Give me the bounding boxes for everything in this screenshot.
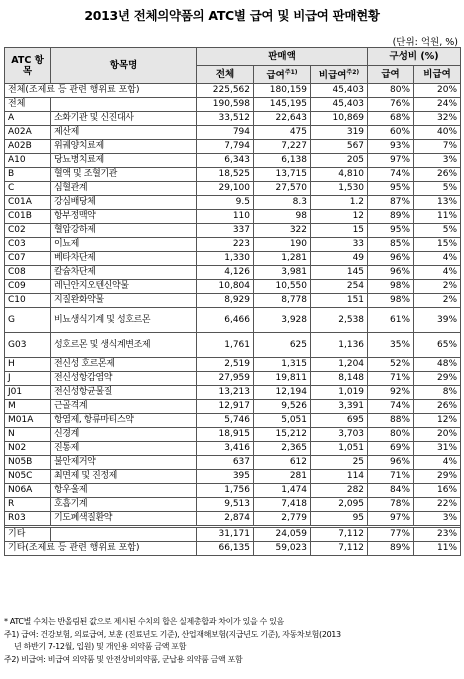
nonbenefit-share: 23%: [414, 528, 461, 542]
total-sales: 395: [197, 470, 254, 484]
total-sales: 2,874: [197, 512, 254, 526]
table-row: [5, 294, 461, 308]
nonbenefit-share: 12%: [414, 414, 461, 428]
item-name: 혈액 및 조혈기관: [51, 168, 197, 182]
total-sales: 637: [197, 456, 254, 470]
benefit-sales: 98: [254, 210, 311, 224]
nonbenefit-sales: 145: [311, 266, 368, 280]
benefit-sales: 19,811: [254, 372, 311, 386]
nonbenefit-share: 24%: [414, 98, 461, 112]
benefit-sales: 12,194: [254, 386, 311, 400]
total-sales: 794: [197, 126, 254, 140]
benefit-share: 69%: [368, 442, 414, 456]
atc-code: A10: [5, 154, 51, 168]
total-sales: 1,761: [197, 333, 254, 358]
atc-code: J01: [5, 386, 51, 400]
benefit-share: 60%: [368, 126, 414, 140]
item-name: 당뇨병치료제: [51, 154, 197, 168]
benefit-share: 87%: [368, 196, 414, 210]
benefit-sales: 3,928: [254, 308, 311, 333]
nonbenefit-share: 4%: [414, 456, 461, 470]
benefit-share: 71%: [368, 470, 414, 484]
benefit-sales: 475: [254, 126, 311, 140]
nonbenefit-share: 5%: [414, 182, 461, 196]
benefit-sales: 7,418: [254, 498, 311, 512]
item-name: 호흡기계: [51, 498, 197, 512]
benefit-sales: 13,715: [254, 168, 311, 182]
benefit-sales: 2,779: [254, 512, 311, 526]
benefit-share: 80%: [368, 428, 414, 442]
nonbenefit-sales: 114: [311, 470, 368, 484]
table-row: [5, 512, 461, 526]
nonbenefit-share: 2%: [414, 280, 461, 294]
nonbenefit-share: 13%: [414, 196, 461, 210]
nonbenefit-sales: 2,095: [311, 498, 368, 512]
total-sales: 223: [197, 238, 254, 252]
total-sales: 66,135: [197, 542, 254, 556]
table-row: [5, 414, 461, 428]
item-name: 진통제: [51, 442, 197, 456]
table-row: [5, 224, 461, 238]
table-row: [5, 280, 461, 294]
nonbenefit-sales: 45,403: [311, 98, 368, 112]
table-row: [5, 112, 461, 126]
atc-code: M01A: [5, 414, 51, 428]
total-sales: 12,917: [197, 400, 254, 414]
item-name: 베타차단제: [51, 252, 197, 266]
nonbenefit-share: 3%: [414, 154, 461, 168]
header-name: 항목명: [51, 48, 197, 84]
benefit-sales: 612: [254, 456, 311, 470]
table-row: [5, 252, 461, 266]
item-name: 칼슘차단제: [51, 266, 197, 280]
benefit-share: 97%: [368, 154, 414, 168]
table-row: [5, 470, 461, 484]
unit-label: (단위: 억원, %): [392, 37, 458, 48]
footnote-2: 주2) 비급여: 비급여 의약품 및 안전상비의약품, 군납용 의약품 금액 포함: [4, 654, 243, 664]
total-sales: 5,746: [197, 414, 254, 428]
item-name: 신경계: [51, 428, 197, 442]
nonbenefit-sales: 49: [311, 252, 368, 266]
atc-code: C09: [5, 280, 51, 294]
table-row: [5, 140, 461, 154]
table-row: [5, 308, 461, 333]
nonbenefit-sales: 95: [311, 512, 368, 526]
table-row: [5, 528, 461, 542]
atc-code: M: [5, 400, 51, 414]
atc-code: G03: [5, 333, 51, 358]
atc-code: C10: [5, 294, 51, 308]
atc-code: N: [5, 428, 51, 442]
header-nonbenefit: 비급여$^{주2)}$: [311, 66, 368, 84]
item-name: [51, 98, 197, 112]
total-sales: 1,756: [197, 484, 254, 498]
atc-code: C01A: [5, 196, 51, 210]
atc-code: H: [5, 358, 51, 372]
benefit-share: 89%: [368, 542, 414, 556]
table-row: [5, 484, 461, 498]
atc-code: C07: [5, 252, 51, 266]
atc-code: B: [5, 168, 51, 182]
benefit-sales: 7,227: [254, 140, 311, 154]
nonbenefit-sales: 1,204: [311, 358, 368, 372]
benefit-share: 78%: [368, 498, 414, 512]
atc-code: A: [5, 112, 51, 126]
benefit-share: 80%: [368, 84, 414, 98]
header-share-benefit: 급여: [368, 66, 414, 84]
benefit-share: 77%: [368, 528, 414, 542]
total-sales: 13,213: [197, 386, 254, 400]
atc-code: G: [5, 308, 51, 333]
benefit-share: 95%: [368, 182, 414, 196]
nonbenefit-share: 11%: [414, 542, 461, 556]
table-row: [5, 498, 461, 512]
nonbenefit-share: 40%: [414, 126, 461, 140]
total-sales: 6,466: [197, 308, 254, 333]
nonbenefit-sales: 151: [311, 294, 368, 308]
total-sales: 225,562: [197, 84, 254, 98]
table-row: [5, 400, 461, 414]
table-row: [5, 84, 461, 98]
total-sales: 27,959: [197, 372, 254, 386]
item-name: 불안제거약: [51, 456, 197, 470]
total-sales: 3,416: [197, 442, 254, 456]
nonbenefit-sales: 1,530: [311, 182, 368, 196]
nonbenefit-sales: 1,136: [311, 333, 368, 358]
benefit-sales: 8.3: [254, 196, 311, 210]
nonbenefit-sales: 7,112: [311, 542, 368, 556]
item-name: 기도폐색질환약: [51, 512, 197, 526]
total-sales: 18,915: [197, 428, 254, 442]
benefit-share: 89%: [368, 210, 414, 224]
nonbenefit-share: 26%: [414, 400, 461, 414]
item-name: 혈압강하제: [51, 224, 197, 238]
benefit-sales: 3,981: [254, 266, 311, 280]
nonbenefit-share: 4%: [414, 252, 461, 266]
total-sales: 29,100: [197, 182, 254, 196]
benefit-sales: 6,138: [254, 154, 311, 168]
table-row: [5, 442, 461, 456]
atc-code: C08: [5, 266, 51, 280]
benefit-sales: 190: [254, 238, 311, 252]
nonbenefit-sales: 254: [311, 280, 368, 294]
nonbenefit-sales: 3,703: [311, 428, 368, 442]
total-sales: 9,513: [197, 498, 254, 512]
nonbenefit-sales: 8,148: [311, 372, 368, 386]
total-sales: 6,343: [197, 154, 254, 168]
total-sales: 2,519: [197, 358, 254, 372]
benefit-sales: 180,159: [254, 84, 311, 98]
benefit-share: 96%: [368, 252, 414, 266]
item-name: 심혈관계: [51, 182, 197, 196]
nonbenefit-share: 16%: [414, 484, 461, 498]
nonbenefit-share: 31%: [414, 442, 461, 456]
benefit-sales: 22,643: [254, 112, 311, 126]
row-label: 전체(조제료 등 관련 행위료 포함): [5, 84, 197, 98]
benefit-sales: 1,474: [254, 484, 311, 498]
nonbenefit-share: 29%: [414, 372, 461, 386]
atc-code: A02A: [5, 126, 51, 140]
atc-code: 기타: [5, 528, 51, 542]
nonbenefit-sales: 205: [311, 154, 368, 168]
nonbenefit-sales: 1,051: [311, 442, 368, 456]
nonbenefit-share: 15%: [414, 238, 461, 252]
benefit-sales: 625: [254, 333, 311, 358]
total-sales: 4,126: [197, 266, 254, 280]
atc-code: N06A: [5, 484, 51, 498]
header-share: 구성비 (%): [368, 48, 461, 66]
total-sales: 33,512: [197, 112, 254, 126]
benefit-share: 35%: [368, 333, 414, 358]
atc-code: A02B: [5, 140, 51, 154]
nonbenefit-sales: 1.2: [311, 196, 368, 210]
nonbenefit-share: 7%: [414, 140, 461, 154]
page-title: 2013년 전체의약품의 ATC별 급여 및 비급여 판매현황: [84, 8, 380, 23]
atc-code: R03: [5, 512, 51, 526]
total-sales: 7,794: [197, 140, 254, 154]
table-row: [5, 358, 461, 372]
benefit-share: 96%: [368, 266, 414, 280]
nonbenefit-sales: 567: [311, 140, 368, 154]
header-total: 전체: [197, 66, 254, 84]
total-sales: 110: [197, 210, 254, 224]
nonbenefit-sales: 7,112: [311, 528, 368, 542]
nonbenefit-sales: 695: [311, 414, 368, 428]
nonbenefit-share: 26%: [414, 168, 461, 182]
item-name: 위궤양치료제: [51, 140, 197, 154]
atc-code: N05B: [5, 456, 51, 470]
item-name: 성호르몬 및 생식계변조제: [51, 333, 197, 358]
benefit-sales: 5,051: [254, 414, 311, 428]
header-sales: 판매액: [197, 48, 368, 66]
nonbenefit-sales: 33: [311, 238, 368, 252]
nonbenefit-share: 29%: [414, 470, 461, 484]
total-sales: 1,330: [197, 252, 254, 266]
benefit-share: 84%: [368, 484, 414, 498]
header-benefit: 급여$^{주1)}$: [254, 66, 311, 84]
nonbenefit-sales: 4,810: [311, 168, 368, 182]
table-row: [5, 428, 461, 442]
nonbenefit-sales: 12: [311, 210, 368, 224]
total-sales: 337: [197, 224, 254, 238]
item-name: 이뇨제: [51, 238, 197, 252]
nonbenefit-sales: 319: [311, 126, 368, 140]
nonbenefit-sales: 2,538: [311, 308, 368, 333]
footnotes: [4, 616, 460, 666]
item-name: 전신성항균물질: [51, 386, 197, 400]
benefit-sales: 10,550: [254, 280, 311, 294]
nonbenefit-share: 3%: [414, 512, 461, 526]
footnote-1-cont: 년 하반기 7-12월, 입원) 및 개인용 의약품 금액 포함: [14, 642, 187, 651]
nonbenefit-share: 22%: [414, 498, 461, 512]
benefit-sales: 1,281: [254, 252, 311, 266]
atc-code: N05C: [5, 470, 51, 484]
benefit-sales: 9,526: [254, 400, 311, 414]
benefit-share: 71%: [368, 372, 414, 386]
total-sales: 31,171: [197, 528, 254, 542]
benefit-share: 74%: [368, 168, 414, 182]
benefit-share: 96%: [368, 456, 414, 470]
item-name: 비뇨생식기계 및 성호르몬: [51, 308, 197, 333]
atc-code: 전체: [5, 98, 51, 112]
nonbenefit-share: 2%: [414, 294, 461, 308]
benefit-share: 68%: [368, 112, 414, 126]
item-name: 전신성 호르몬제: [51, 358, 197, 372]
benefit-sales: 27,570: [254, 182, 311, 196]
item-name: 제산제: [51, 126, 197, 140]
footnote-atc: * ATC별 수치는 반올림된 값으로 제시된 수치의 합은 실제총합과 차이가 있을 수 있음: [4, 617, 284, 626]
row-label: 기타(조제료 등 관련 행위료 포함): [5, 542, 197, 556]
benefit-sales: 2,365: [254, 442, 311, 456]
benefit-sales: 8,778: [254, 294, 311, 308]
item-name: 항염제, 항류마티스약: [51, 414, 197, 428]
atc-code: J: [5, 372, 51, 386]
item-name: 지질완화약물: [51, 294, 197, 308]
nonbenefit-share: 39%: [414, 308, 461, 333]
benefit-share: 92%: [368, 386, 414, 400]
table-row: [5, 154, 461, 168]
item-name: 강심배당체: [51, 196, 197, 210]
total-sales: 9.5: [197, 196, 254, 210]
table-row: [5, 210, 461, 224]
benefit-sales: 59,023: [254, 542, 311, 556]
item-name: 항우울제: [51, 484, 197, 498]
benefit-share: 85%: [368, 238, 414, 252]
table-row: [5, 196, 461, 210]
item-name: 레닌안지오텐신약물: [51, 280, 197, 294]
table-row: [5, 333, 461, 358]
benefit-share: 97%: [368, 512, 414, 526]
total-sales: 10,804: [197, 280, 254, 294]
table-row: [5, 182, 461, 196]
nonbenefit-share: 65%: [414, 333, 461, 358]
nonbenefit-share: 4%: [414, 266, 461, 280]
benefit-sales: 145,195: [254, 98, 311, 112]
table-row: [5, 98, 461, 112]
nonbenefit-sales: 15: [311, 224, 368, 238]
header-share-nonbenefit: 비급여: [414, 66, 461, 84]
table-row: [5, 168, 461, 182]
item-name: 근골격계: [51, 400, 197, 414]
total-sales: 18,525: [197, 168, 254, 182]
item-name: 최면제 및 진정제: [51, 470, 197, 484]
benefit-sales: 15,212: [254, 428, 311, 442]
atc-code: C01B: [5, 210, 51, 224]
atc-code: C02: [5, 224, 51, 238]
nonbenefit-sales: 10,869: [311, 112, 368, 126]
benefit-share: 52%: [368, 358, 414, 372]
nonbenefit-sales: 3,391: [311, 400, 368, 414]
benefit-share: 98%: [368, 294, 414, 308]
table-row: [5, 238, 461, 252]
nonbenefit-share: 20%: [414, 428, 461, 442]
item-name: 항부정맥약: [51, 210, 197, 224]
total-sales: 8,929: [197, 294, 254, 308]
nonbenefit-sales: 25: [311, 456, 368, 470]
benefit-share: 76%: [368, 98, 414, 112]
item-name: 소화기관 및 신진대사: [51, 112, 197, 126]
benefit-share: 74%: [368, 400, 414, 414]
nonbenefit-share: 20%: [414, 84, 461, 98]
sales-table: [4, 47, 461, 556]
benefit-share: 93%: [368, 140, 414, 154]
benefit-sales: 281: [254, 470, 311, 484]
table-row: [5, 386, 461, 400]
benefit-share: 88%: [368, 414, 414, 428]
nonbenefit-share: 11%: [414, 210, 461, 224]
benefit-share: 95%: [368, 224, 414, 238]
table-row: [5, 456, 461, 470]
benefit-sales: 1,315: [254, 358, 311, 372]
atc-code: N02: [5, 442, 51, 456]
atc-code: C03: [5, 238, 51, 252]
header-atc: ATC 항목: [5, 48, 51, 84]
total-sales: 190,598: [197, 98, 254, 112]
benefit-sales: 24,059: [254, 528, 311, 542]
benefit-share: 61%: [368, 308, 414, 333]
nonbenefit-sales: 45,403: [311, 84, 368, 98]
benefit-share: 98%: [368, 280, 414, 294]
nonbenefit-sales: 282: [311, 484, 368, 498]
atc-code: C: [5, 182, 51, 196]
item-name: [51, 528, 197, 542]
table-row: [5, 126, 461, 140]
item-name: 전신성항감염약: [51, 372, 197, 386]
nonbenefit-share: 32%: [414, 112, 461, 126]
footnote-1: 주1) 급여: 건강보험, 의료급여, 보훈 (진료년도 기준), 산업재해보험(지급년도 기준), 자동차보험(2013: [4, 629, 341, 639]
nonbenefit-share: 5%: [414, 224, 461, 238]
table-row: [5, 266, 461, 280]
atc-code: R: [5, 498, 51, 512]
table-row: [5, 542, 461, 556]
table-row: [5, 372, 461, 386]
nonbenefit-share: 8%: [414, 386, 461, 400]
nonbenefit-share: 48%: [414, 358, 461, 372]
nonbenefit-sales: 1,019: [311, 386, 368, 400]
benefit-sales: 322: [254, 224, 311, 238]
